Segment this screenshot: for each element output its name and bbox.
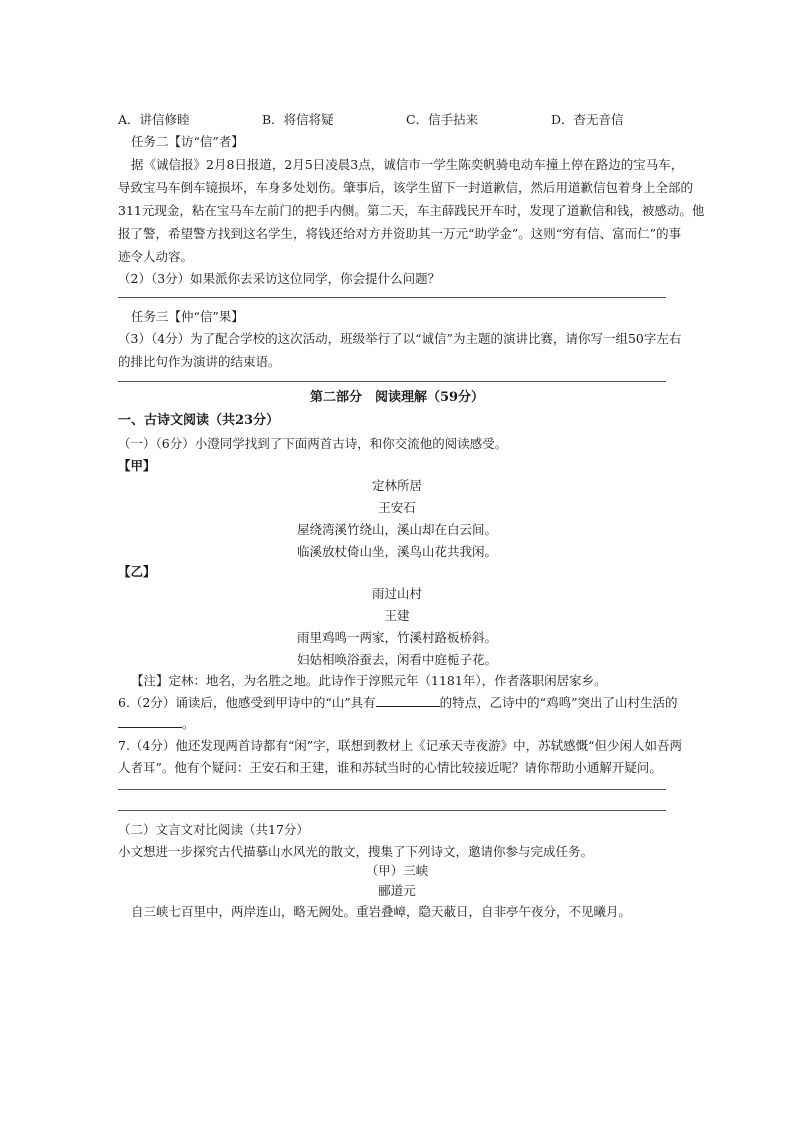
prose-title: （甲）三峡	[365, 863, 429, 878]
section-1-heading: 一、古诗文阅读（共23分）	[118, 413, 280, 428]
poem-2-line: 雨里鸡鸣一两家，竹溪村路板桥斜。	[296, 630, 497, 645]
question-6-text: 6.（2分）诵读后，他感受到甲诗中的“山”具有	[118, 695, 376, 710]
task2-para-line: 报了警，希望警方找到这名学生，将钱还给对方并资助其一万元“助学金”。这则“穷有信、富而仁”的事	[118, 226, 682, 241]
task3-title: 任务三【仲“信”果】	[131, 309, 244, 324]
poem-1-title: 定林所居	[371, 478, 422, 493]
task2-para-line: 迹令人动容。	[118, 249, 194, 264]
question-7-line: 人者耳”。他有个疑问：王安石和王建，谁和苏轼当时的心情比较接近呢？请你帮助小通解开疑问。	[118, 760, 662, 775]
option-b: B．将信将疑	[262, 112, 334, 127]
question-6-line	[118, 694, 677, 711]
task2-para-line: 导致宝马车倒车镜损坏，车身多处划伤。肇事后，该学生留下一封道歉信，然后用道歉信包着身上全部的	[118, 180, 694, 195]
answer-blank[interactable]	[118, 715, 182, 728]
subsection-2-heading: （二）文言文对比阅读（共17分）	[118, 822, 309, 837]
poem-1-line: 屋绕湾溪竹绕山，溪山却在白云间。	[296, 522, 497, 537]
answer-line	[118, 789, 666, 790]
option-a: A．讲信修睦	[118, 112, 190, 127]
option-c: C．信手拈来	[406, 112, 479, 127]
subsection-2-intro: 小文想进一步探究古代描摹山水风光的散文，搜集了下列诗文，邀请你参与完成任务。	[118, 844, 594, 859]
poem-2-line: 妇姑相唤浴蚕去，闲看中庭栀子花。	[296, 652, 497, 667]
poem-2-title: 雨过山村	[371, 586, 422, 601]
question-3-line: 的排比句作为演讲的结束语。	[118, 354, 281, 369]
answer-line	[118, 297, 666, 298]
question-6-text: 的特点，乙诗中的“鸡鸣”突出了山村生活的	[439, 695, 678, 710]
subsection-1-intro: （一）（6分）小澄同学找到了下面两首古诗，和你交流他的阅读感受。	[118, 436, 508, 451]
answer-line	[118, 810, 666, 811]
task2-para-line: 311元现金，粘在宝马车左前门的把手内侧。第二天，车主薛践民开车时，发现了道歉信和钱，被感动。他	[118, 203, 705, 218]
task2-title: 任务二【访“信”者】	[131, 134, 244, 149]
answer-line	[118, 381, 666, 382]
option-d: D．杳无音信	[551, 112, 624, 127]
answer-blank[interactable]	[376, 694, 440, 707]
poem-jia-tag: 【甲】	[118, 458, 156, 473]
prose-line: 自三峡七百里中，两岸连山，略无阙处。重岩叠嶂，隐天蔽日，自非亭午夜分，不见曦月。	[131, 904, 632, 919]
poem-note: 【注】定林：地名，为名胜之地。此诗作于淳熙元年（1181年），作者落职闲居家乡。	[131, 673, 607, 688]
poem-1-line: 临溪放杖倚山坐，溪鸟山花共我闲。	[296, 544, 497, 559]
prose-author: 郦道元	[378, 883, 416, 898]
poem-2-author: 王建	[384, 608, 410, 623]
question-6-line	[118, 715, 195, 732]
part2-title: 第二部分 阅读理解（59分）	[309, 390, 485, 405]
question-3-line: （3）（4分）为了配合学校的这次活动，班级举行了以“诚信”为主题的演讲比赛，请你写一组50字左右	[118, 331, 682, 346]
question-7-line: 7.（4分）他还发现两首诗都有“闲”字，联想到教材上《记承天寺夜游》中，苏轼感慨“但少闲人如吾两	[118, 738, 683, 753]
poem-yi-tag: 【乙】	[118, 564, 156, 579]
question-2: （2）（3分）如果派你去采访这位同学，你会提什么问题？	[118, 271, 441, 286]
poem-1-author: 王安石	[378, 500, 416, 515]
task2-para-line: 据《诚信报》2月8日报道，2月5日凌晨3点，诚信市一学生陈奕帆骑电动车撞上停在路边的宝马车，	[131, 157, 684, 172]
question-6-text: 。	[182, 716, 195, 731]
